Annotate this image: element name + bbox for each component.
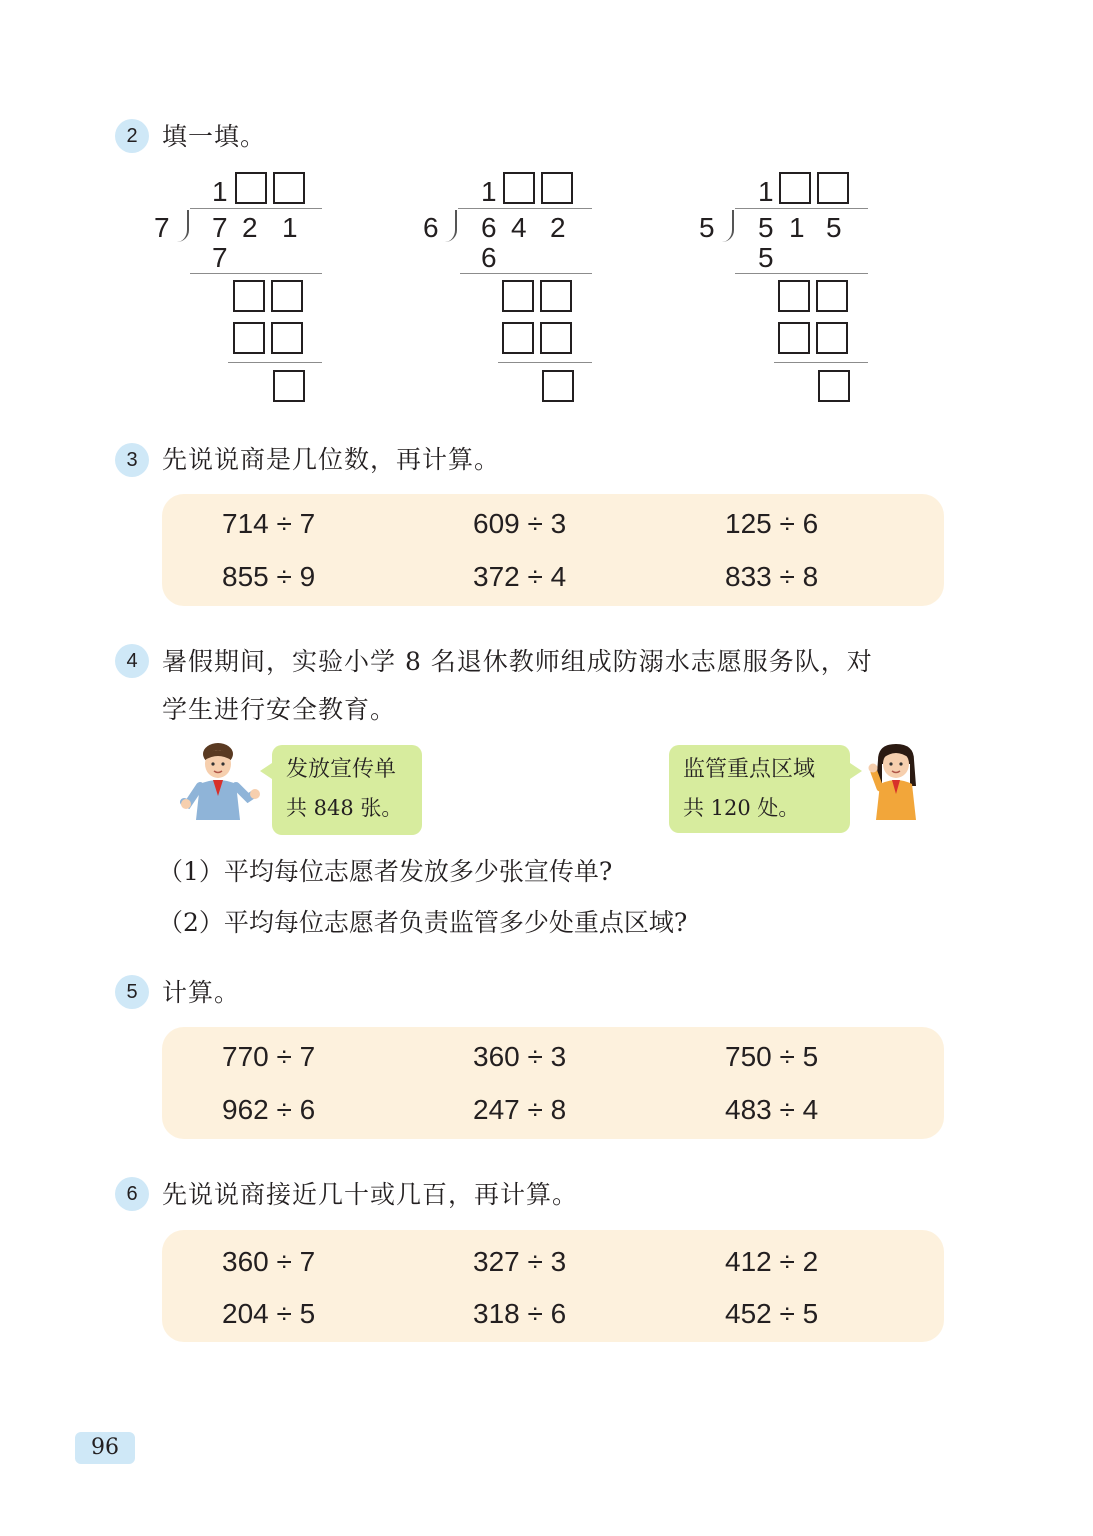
exercise-expression: 318 ÷ 6 xyxy=(473,1298,567,1329)
answer-box[interactable] xyxy=(233,322,265,354)
subtraction-line xyxy=(498,362,592,363)
bubble-tail xyxy=(850,763,862,779)
answer-box[interactable] xyxy=(273,370,305,402)
speech-bubble-left xyxy=(272,745,422,835)
exercise-expression: 125 ÷ 6 xyxy=(725,508,819,539)
division-bar xyxy=(735,208,868,209)
exercise-panel xyxy=(162,494,944,606)
dividend-digit: 1 xyxy=(789,212,805,243)
answer-box[interactable] xyxy=(778,280,810,312)
exercise-expression: 204 ÷ 5 xyxy=(222,1298,316,1329)
answer-box[interactable] xyxy=(502,322,534,354)
answer-box[interactable] xyxy=(541,172,573,204)
division-bar xyxy=(458,208,592,209)
bubble-text-line: 发放宣传单 xyxy=(286,757,397,782)
quotient-digit: 1 xyxy=(212,176,228,207)
exercise-panel xyxy=(162,1027,944,1139)
question-title-continued: 学生进行安全教育。 xyxy=(162,695,397,724)
exercise-expression: 714 ÷ 7 xyxy=(222,508,316,539)
question-title: 先说说商接近几十或几百，再计算。 xyxy=(162,1180,579,1209)
question-title: 暑假期间，实验小学 8 名退休教师组成防溺水志愿服务队，对 xyxy=(162,647,873,676)
question-number-badge: 5 xyxy=(115,975,149,1009)
dividend-digit: 7 xyxy=(212,212,228,243)
exercise-expression: 360 ÷ 7 xyxy=(222,1246,316,1277)
divisor: 6 xyxy=(423,212,439,243)
quotient-digit: 1 xyxy=(481,176,497,207)
sub-question-1: （1）平均每位志愿者发放多少张宣传单? xyxy=(158,857,613,886)
dividend-digit: 2 xyxy=(550,212,566,243)
exercise-expression: 833 ÷ 8 xyxy=(725,561,819,592)
product-digit: 5 xyxy=(758,242,774,273)
exercise-expression: 770 ÷ 7 xyxy=(222,1041,316,1072)
division-bracket xyxy=(177,210,189,242)
answer-box[interactable] xyxy=(540,322,572,354)
answer-box[interactable] xyxy=(818,370,850,402)
exercise-expression: 750 ÷ 5 xyxy=(725,1041,819,1072)
exercise-expression: 327 ÷ 3 xyxy=(473,1246,567,1277)
quotient-digit: 1 xyxy=(758,176,774,207)
question-title: 先说说商是几位数，再计算。 xyxy=(162,445,501,474)
sub-question-2: （2）平均每位志愿者负责监管多少处重点区域? xyxy=(158,908,688,937)
answer-box[interactable] xyxy=(273,172,305,204)
subtraction-line xyxy=(460,273,592,274)
answer-box[interactable] xyxy=(540,280,572,312)
subtraction-line xyxy=(774,362,868,363)
page-number: 96 xyxy=(75,1432,135,1464)
dividend-digit: 5 xyxy=(826,212,842,243)
divisor: 5 xyxy=(699,212,715,243)
bubble-text-line: 共 120 处。 xyxy=(683,796,800,820)
dividend-digit: 6 xyxy=(481,212,497,243)
speech-bubble-right xyxy=(669,745,850,833)
answer-box[interactable] xyxy=(271,322,303,354)
exercise-expression: 452 ÷ 5 xyxy=(725,1298,819,1329)
question-number-badge: 2 xyxy=(115,119,149,153)
question-title: 填一填。 xyxy=(162,122,267,151)
dividend-digit: 5 xyxy=(758,212,774,243)
subtraction-line xyxy=(735,273,868,274)
answer-box[interactable] xyxy=(816,280,848,312)
division-bracket xyxy=(445,210,457,242)
answer-box[interactable] xyxy=(271,280,303,312)
answer-box[interactable] xyxy=(816,322,848,354)
subtraction-line xyxy=(228,362,322,363)
question-number-badge: 3 xyxy=(115,443,149,477)
exercise-expression: 360 ÷ 3 xyxy=(473,1041,567,1072)
exercise-expression: 483 ÷ 4 xyxy=(725,1094,819,1125)
answer-box[interactable] xyxy=(502,280,534,312)
answer-box[interactable] xyxy=(503,172,535,204)
exercise-expression: 247 ÷ 8 xyxy=(473,1094,567,1125)
product-digit: 7 xyxy=(212,242,228,273)
bubble-tail xyxy=(260,763,272,779)
question-number-badge: 6 xyxy=(115,1177,149,1211)
answer-box[interactable] xyxy=(233,280,265,312)
exercise-expression: 609 ÷ 3 xyxy=(473,508,567,539)
girl-illustration xyxy=(866,742,924,820)
answer-box[interactable] xyxy=(779,172,811,204)
exercise-expression: 855 ÷ 9 xyxy=(222,561,316,592)
division-bracket xyxy=(722,210,734,242)
dividend-digit: 4 xyxy=(511,212,527,243)
exercise-expression: 372 ÷ 4 xyxy=(473,561,567,592)
question-number-badge: 4 xyxy=(115,644,149,678)
product-digit: 6 xyxy=(481,242,497,273)
dividend-digit: 1 xyxy=(282,212,298,243)
exercise-panel xyxy=(162,1230,944,1342)
exercise-expression: 962 ÷ 6 xyxy=(222,1094,316,1125)
boy-illustration xyxy=(180,742,262,820)
answer-box[interactable] xyxy=(778,322,810,354)
bubble-text-line: 监管重点区域 xyxy=(683,757,816,782)
dividend-digit: 2 xyxy=(242,212,258,243)
bubble-text-line: 共 848 张。 xyxy=(286,796,403,820)
question-title: 计算。 xyxy=(162,978,241,1007)
answer-box[interactable] xyxy=(817,172,849,204)
answer-box[interactable] xyxy=(542,370,574,402)
answer-box[interactable] xyxy=(235,172,267,204)
divisor: 7 xyxy=(154,212,170,243)
subtraction-line xyxy=(190,273,322,274)
exercise-expression: 412 ÷ 2 xyxy=(725,1246,819,1277)
division-bar xyxy=(190,208,322,209)
